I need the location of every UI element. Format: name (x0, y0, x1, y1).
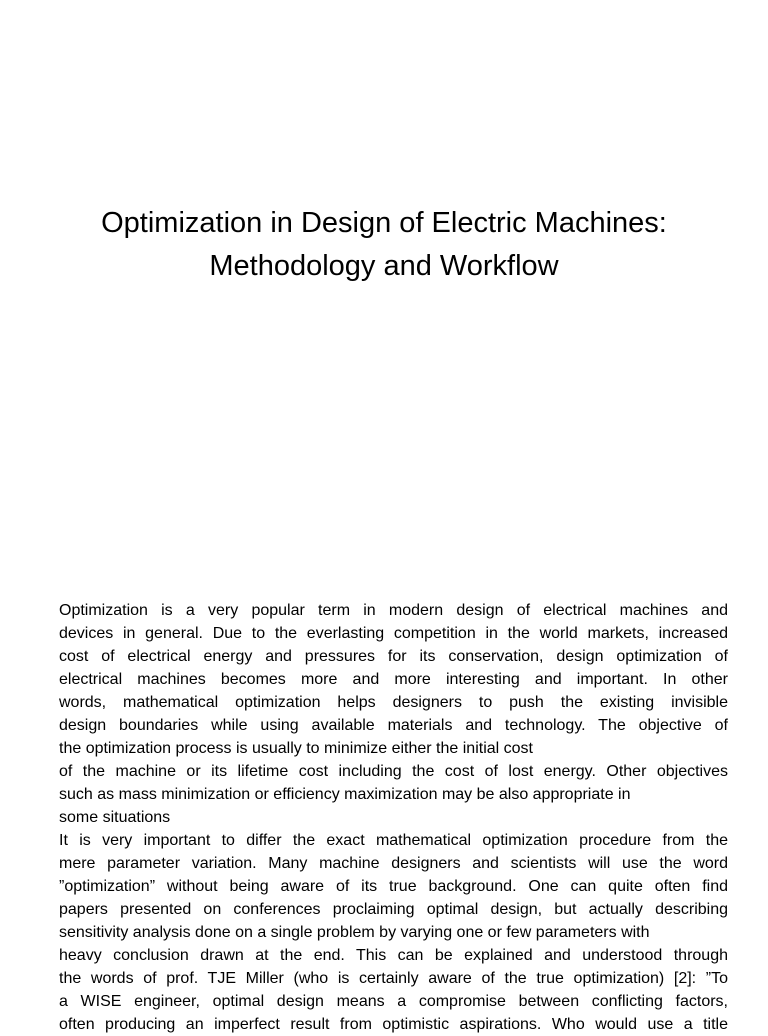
body-line: some situations (59, 809, 171, 826)
body-line: sensitivity analysis done on a single problem by varying one or few parameters with (59, 924, 650, 941)
body-line: papers presented on conferences proclaiming optimal design, but actually describing (59, 901, 728, 918)
body-line: the words of prof. TJE Miller (who is certainly aware of the true optimization) [2]: ”To (59, 970, 728, 987)
body-line: design boundaries while using available materials and technology. The objective of (59, 717, 728, 734)
document-title (40, 202, 728, 288)
body-line: such as mass minimization or efficiency maximization may be also appropriate in (59, 786, 631, 803)
body-line: often producing an imperfect result from optimistic aspirations. Who would use a title (59, 1016, 728, 1033)
body-line: heavy conclusion drawn at the end. This can be explained and understood through (59, 947, 728, 964)
title-line-1: Optimization in Design of Electric Machines: (101, 207, 667, 239)
body-line: a WISE engineer, optimal design means a compromise between conflicting factors, (59, 993, 728, 1010)
title-line-2: Methodology and Workflow (209, 250, 559, 282)
document-body (59, 599, 728, 1036)
body-line: mere parameter variation. Many machine designers and scientists will use the word (59, 855, 728, 872)
body-line: ”optimization” without being aware of its true background. One can quite often find (59, 878, 728, 895)
body-line: electrical machines becomes more and more interesting and important. In other (59, 671, 728, 688)
body-line: devices in general. Due to the everlasting competition in the world markets, increased (59, 625, 728, 642)
body-line: words, mathematical optimization helps designers to push the existing invisible (59, 694, 728, 711)
body-line: the optimization process is usually to minimize either the initial cost (59, 740, 533, 757)
body-line: of the machine or its lifetime cost including the cost of lost energy. Other objectives (59, 763, 728, 780)
body-line: It is very important to differ the exact mathematical optimization procedure from the (59, 832, 728, 849)
body-line: Optimization is a very popular term in modern design of electrical machines and (59, 602, 728, 619)
body-line: cost of electrical energy and pressures for its conservation, design optimization of (59, 648, 728, 665)
